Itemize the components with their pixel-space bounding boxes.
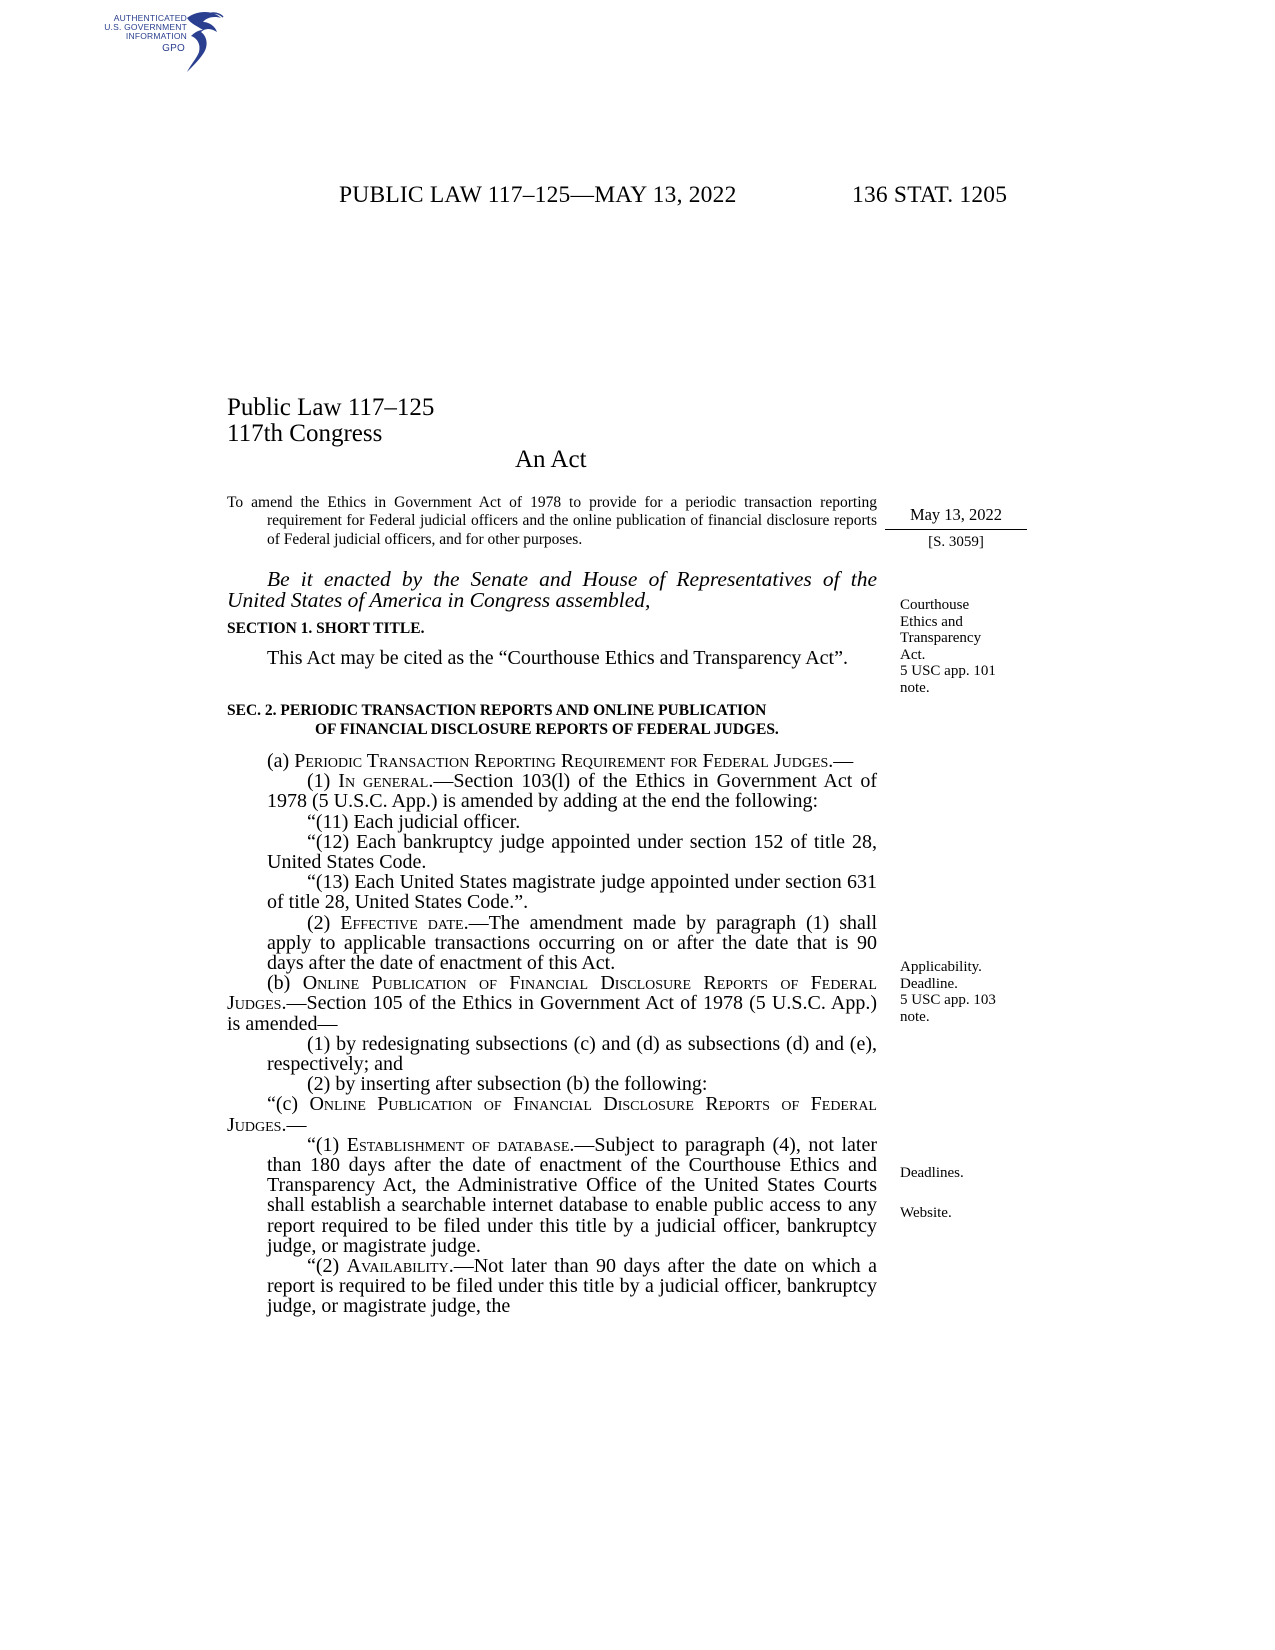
section-1-body [227,648,877,668]
quoted-paragraph-c1-heading: Establishment of database [346,1133,570,1156]
subsection-a-label: (a) [267,750,295,772]
margin-note-line: 5 USC app. 103 [900,992,996,1008]
quoted-paragraph-c1-label: “(1) [307,1133,347,1156]
quoted-subsection-c-heading: Online Publication of Financial Disclosure Reports of Federal Judges [227,1093,877,1136]
section-2-heading [227,702,877,739]
margin-note-line: Ethics and [900,613,963,630]
quoted-subsection-c [227,1094,877,1134]
bill-number: [S. 3059] [928,534,984,550]
running-head: PUBLIC LAW 117–125—MAY 13, 2022 [339,182,737,208]
seal-line-4: GPO [162,43,185,54]
purpose-text: To amend the Ethics in Government Act of 1978 to provide for a periodic transaction reporting requirement for Federal judicial officers and the online publication of financial disclosure reports of Federal judicial officers, and for other purposes. [227,494,877,548]
quoted-paragraph-c1 [227,1135,877,1256]
margin-note-line: Applicability. [900,959,982,975]
section-2-heading-line-2: OF FINANCIAL DISCLOSURE REPORTS OF FEDERAL JUDGES. [315,720,779,738]
gpo-authentication-seal [95,8,225,78]
quoted-paragraph-c2 [227,1256,877,1317]
paragraph-a2-heading: Effective date [340,911,464,934]
quoted-paragraph-c2-heading: Availability [346,1255,449,1278]
enacting-clause-text: Be it enacted by the Senate and House of Representatives of the United States of America in Congress assembled, [227,567,877,612]
margin-note-line: note. [900,679,930,696]
quoted-item-11: “(11) Each judicial officer. [307,810,521,833]
quoted-item-13: “(13) Each United States magistrate judge appointed under section 631 of title 28, United States Code.”. [267,871,877,914]
paragraph-a1-label: (1) [307,770,339,793]
enactment-date: May 13, 2022 [885,505,1027,530]
margin-note-short-title [900,597,1040,696]
subsection-a-heading: Periodic Transaction Reporting Requirement for Federal Judges [294,750,829,772]
section-2-body [227,751,877,1317]
margin-note-line: Courthouse [900,597,970,613]
subsection-b-text: .—Section 105 of the Ethics in Government Act of 1978 (5 U.S.C. App.) is amended— [227,992,877,1035]
paragraph-a1-heading: In general [338,770,429,793]
eagle-icon [179,8,225,74]
paragraph-a2-text: .—The amendment made by paragraph (1) shall apply to applicable transactions occurring on or after the date that is 90 days after the date of enactment of this Act. [267,911,878,975]
public-law-number: Public Law 117–125 [227,394,435,421]
congress-number: 117th Congress [227,420,383,447]
margin-note-line: 5 USC app. 101 [900,663,996,679]
paragraph-a2-label: (2) [307,911,341,934]
enacting-clause [227,569,877,610]
section-1-text: This Act may be cited as the “Courthouse Ethics and Transparency Act”. [267,647,848,669]
purpose-statement [227,494,877,549]
section-1-heading: SECTION 1. SHORT TITLE. [227,620,425,637]
margin-note-line: Act. [900,646,926,663]
paragraph-a1 [227,771,877,811]
subsection-b-heading: Online Publication of Financial Disclosure Reports of Federal Judges [227,972,877,1015]
statute-page-number: 136 STAT. 1205 [852,182,1008,208]
enactment-date-box [885,505,1027,551]
quoted-paragraph-c2-text: .—Not later than 90 days after the date on which a report is required to be filed under this title by a judicial officer, bankruptcy judge, or magistrate judge, the [267,1255,877,1318]
paragraph-b1: (1) by redesignating subsections (c) and (d) as subsections (d) and (e), respectively; and [267,1032,877,1076]
seal-line-1: AUTHENTICATED [113,13,187,23]
quoted-item-12: “(12) Each bankruptcy judge appointed under section 152 of title 28, United States Code. [267,830,877,874]
paragraph-a2 [227,913,877,974]
quoted-paragraph-c1-text: .—Subject to paragraph (4), not later than 180 days after the date of enactment of the Courthouse Ethics and Transparency Act, the Administrative Office of the United States Courts shall establish a searchable internet database to enable public access to any report required to be filed under this title by a judicial officer, bankruptcy judge, or magistrate judge. [267,1133,878,1257]
subsection-a [227,751,877,771]
subsection-b-label: (b) [267,972,303,995]
paragraph-b2: (2) by inserting after subsection (b) the following: [307,1073,708,1096]
subsection-a-dash: .— [828,750,854,772]
paragraph-a1-text: .—Section 103(l) of the Ethics in Government Act of 1978 (5 U.S.C. App.) is amended by adding at the end the following: [267,770,877,813]
margin-note-line: Transparency [900,630,982,646]
seal-line-3: INFORMATION [125,31,187,41]
seal-line-2: U.S. GOVERNMENT [104,22,187,32]
quoted-subsection-c-dash: .— [281,1113,307,1136]
section-2-heading-line-1: SEC. 2. PERIODIC TRANSACTION REPORTS AND ONLINE PUBLICATION [227,702,767,719]
act-heading: An Act [515,446,587,473]
margin-note-line: Deadline. [900,975,958,992]
margin-note-website: Website. [900,1205,952,1221]
quoted-subsection-c-label: “(c) [267,1093,310,1116]
margin-note-applicability [900,959,1040,1025]
margin-note-line: note. [900,1008,930,1025]
margin-note-deadlines: Deadlines. [900,1165,964,1181]
quoted-paragraph-c2-label: “(2) [307,1255,347,1278]
subsection-b [227,973,877,1034]
